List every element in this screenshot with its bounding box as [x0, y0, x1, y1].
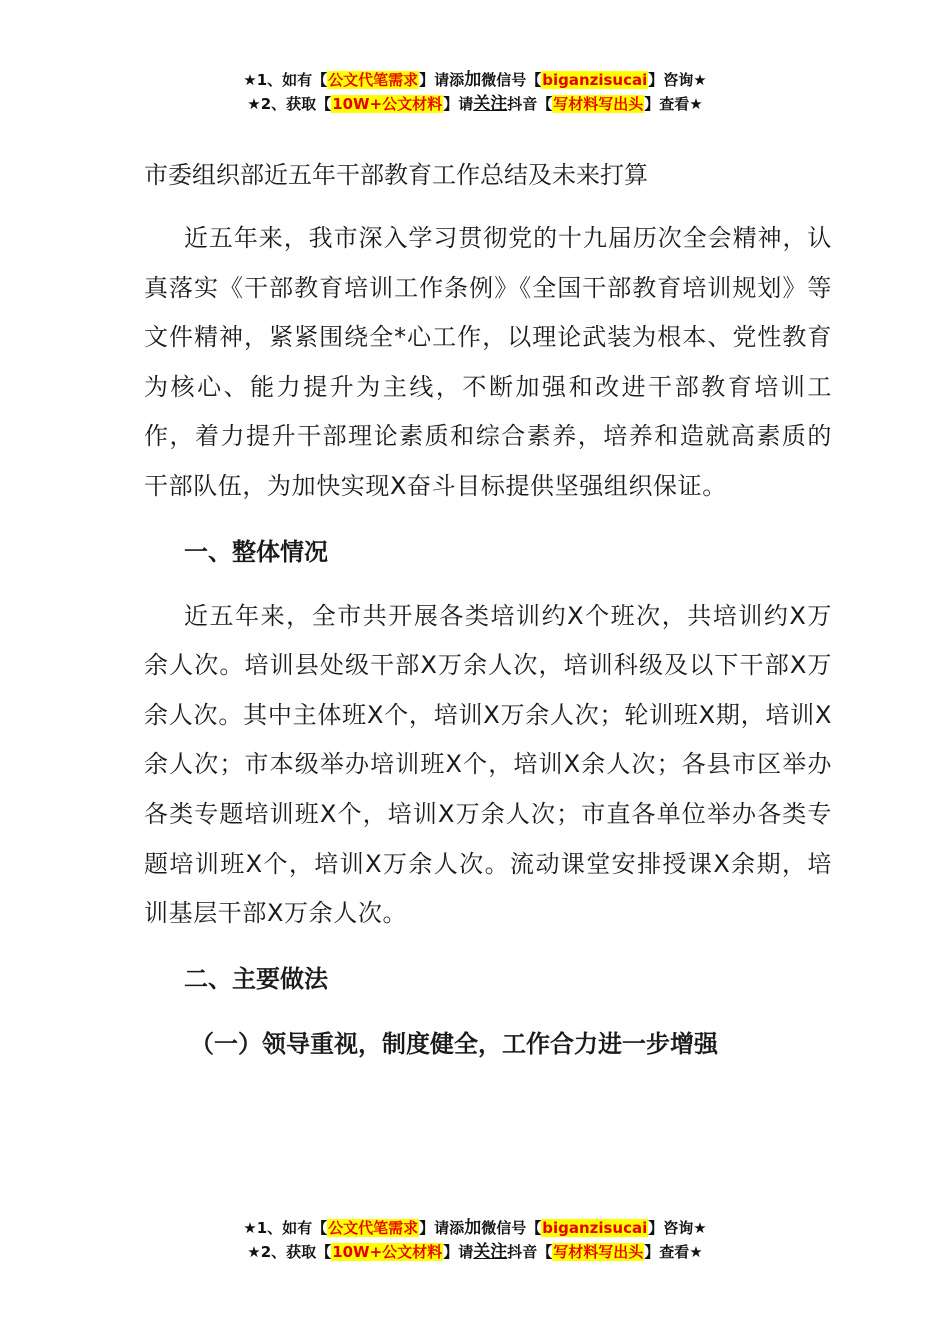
banner-text: 加: [464, 70, 482, 90]
overview-paragraph: 近五年来，全市共开展各类培训约X个班次，共培训约X万余人次。培训县处级干部X万余人次，培训科级及以下干部X万余人次。其中主体班X个，培训X万余人次；轮训班X期，培训X余人次；市本级举办培训班X个，培训X余人次；各县市区举办各类专题培训班X个，培训X万余人次；市直各单位举办各类专题培训班X个，培训X万余人次。流动课堂安排授课X余期，培训基层干部X万余人次。: [144, 601, 832, 928]
banner-text: ★2、获取【: [247, 1243, 332, 1261]
document-body: [144, 150, 832, 1069]
highlight-wechat-id: biganzisucai: [542, 71, 648, 89]
banner-line-1: [0, 68, 950, 92]
banner-text: 】咨询★: [648, 71, 707, 89]
banner-text: 】请添: [419, 71, 465, 89]
banner-text: 抖音【: [507, 1243, 553, 1261]
highlight-materials: 10W+公文材料: [332, 95, 443, 113]
banner-text-underlined: 关注: [473, 1242, 508, 1262]
banner-text: ★1、如有【: [243, 71, 328, 89]
bottom-banner: [0, 1216, 950, 1264]
banner-text: 】咨询★: [648, 1219, 707, 1237]
top-banner: [0, 68, 950, 116]
banner-text: 微信号【: [481, 1219, 542, 1237]
banner-text-underlined: 关注: [473, 94, 508, 114]
banner-line-2: [0, 92, 950, 116]
banner-text: 】请: [443, 95, 474, 113]
banner-text: 抖音【: [507, 95, 553, 113]
banner-text: ★1、如有【: [243, 1219, 328, 1237]
highlight-service: 公文代笔需求: [328, 71, 419, 89]
section-heading-overview: 一、整体情况: [184, 537, 328, 566]
banner-text: 】请: [443, 1243, 474, 1261]
highlight-materials: 10W+公文材料: [332, 1243, 443, 1261]
banner-text: 】查看★: [644, 1243, 703, 1261]
highlight-douyin: 写材料写出头: [553, 1243, 644, 1261]
document-title: 市委组织部近五年干部教育工作总结及未来打算: [144, 161, 648, 189]
banner-text: ★2、获取【: [247, 95, 332, 113]
banner-line-2: [0, 1240, 950, 1264]
banner-text: 加: [464, 1218, 482, 1238]
intro-paragraph: 近五年来，我市深入学习贯彻党的十九届历次全会精神，认真落实《干部教育培训工作条例》《全国干部教育培训规划》等文件精神，紧紧围绕全*心工作，以理论武装为根本、党性教育为核心、能力提升为主线，不断加强和改进干部教育培训工作，着力提升干部理论素质和综合素养，培养和造就高素质的干部队伍，为加快实现X奋斗目标提供坚强组织保证。: [144, 224, 832, 500]
banner-text: 微信号【: [481, 71, 542, 89]
highlight-service: 公文代笔需求: [328, 1219, 419, 1237]
banner-text: 】查看★: [644, 95, 703, 113]
banner-line-1: [0, 1216, 950, 1240]
section-heading-practices: 二、主要做法: [184, 964, 328, 993]
highlight-wechat-id: biganzisucai: [542, 1219, 648, 1237]
subsection-heading-leadership: （一）领导重视，制度健全，工作合力进一步增强: [190, 1029, 718, 1058]
banner-text: 】请添: [419, 1219, 465, 1237]
highlight-douyin: 写材料写出头: [553, 95, 644, 113]
